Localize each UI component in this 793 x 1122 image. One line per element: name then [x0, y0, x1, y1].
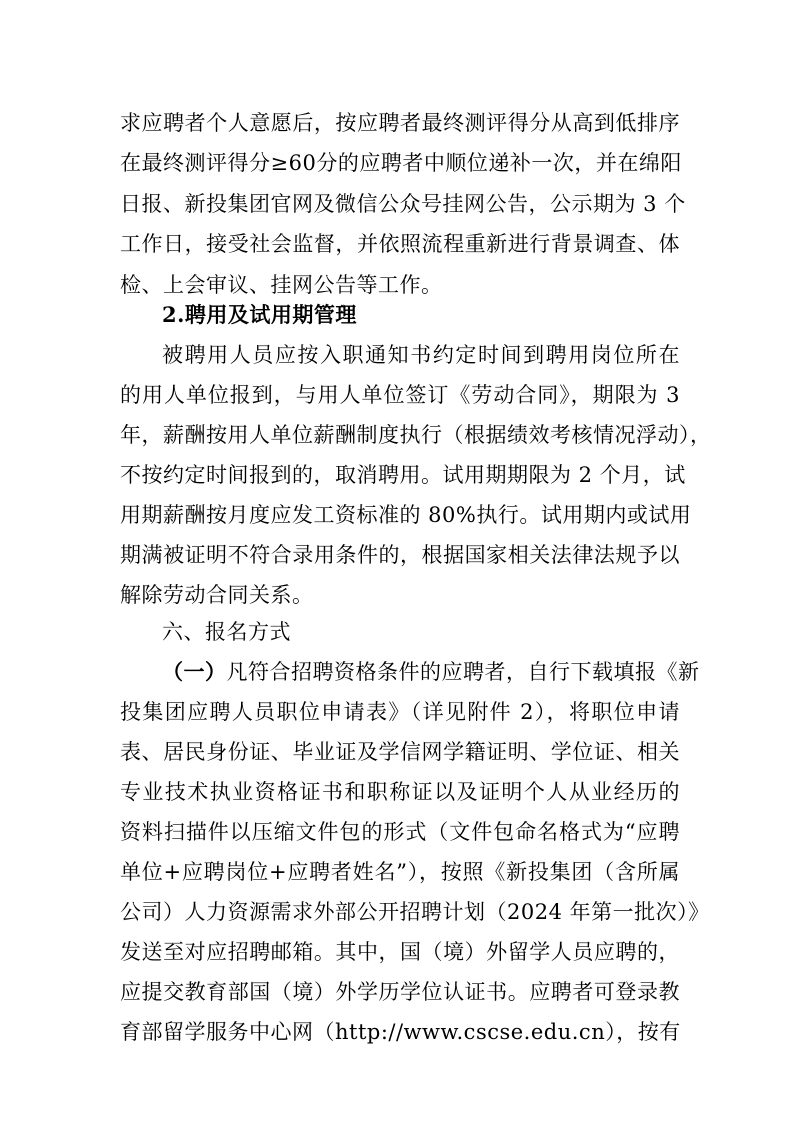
paragraph-2-line-3: 年，薪酬按用人单位薪酬制度执行（根据绩效考核情况浮动），	[120, 423, 712, 447]
paragraph-3-line-3: 表、居民身份证、毕业证及学信网学籍证明、学位证、相关	[120, 740, 680, 764]
paragraph-3-line-7: 公司）人力资源需求外部公开招聘计划（2024 年第一批次）》	[120, 900, 710, 924]
paragraph-2-line-7: 解除劳动合同关系。	[120, 583, 314, 607]
paragraph-3-line-6: 单位+应聘岗位+应聘者姓名”），按照《新投集团（含所属	[120, 860, 680, 884]
paragraph-2-line-1: 被聘用人员应按入职通知书约定时间到聘用岗位所在	[162, 343, 680, 367]
paragraph-3-line-9: 应提交教育部国（境）外学历学位认证书。应聘者可登录教	[120, 980, 680, 1004]
paragraph-3-line-4: 专业技术执业资格证书和职称证以及证明个人从业经历的	[120, 780, 680, 804]
paragraph-3-line-8: 发送至对应招聘邮箱。其中，国（境）外留学人员应聘的，	[120, 940, 680, 964]
paragraph-3-line-1	[162, 652, 700, 692]
paragraph-3-line-1-text: 凡符合招聘资格条件的应聘者，自行下载填报《新	[226, 660, 700, 684]
paragraph-2-line-4: 不按约定时间报到的，取消聘用。试用期期限为 2 个月，试	[120, 463, 686, 487]
section-heading-registration: 六、报名方式	[162, 620, 291, 644]
paragraph-1-line-4: 工作日，接受社会监督，并依照流程重新进行背景调查、体	[120, 232, 680, 256]
paragraph-1-line-1: 求应聘者个人意愿后，按应聘者最终测评得分从高到低排序	[120, 111, 680, 135]
paragraph-1-line-3: 日报、新投集团官网及微信公众号挂网公告，公示期为 3 个	[120, 192, 686, 216]
paragraph-3-label: （一）	[162, 659, 227, 684]
paragraph-1-line-5: 检、上会审议、挂网公告等工作。	[120, 273, 443, 297]
paragraph-1-line-2: 在最终测评得分≥60分的应聘者中顺位递补一次，并在绵阳	[120, 151, 682, 175]
paragraph-2-line-2: 的用人单位报到，与用人单位签订《劳动合同》，期限为 3	[120, 383, 680, 407]
paragraph-2-line-5: 用期薪酬按月度应发工资标准的 80%执行。试用期内或试用	[120, 503, 692, 527]
paragraph-3-line-5: 资料扫描件以压缩文件包的形式（文件包命名格式为“应聘	[120, 820, 680, 844]
paragraph-3-line-2: 投集团应聘人员职位申请表》（详见附件 2），将职位申请	[120, 700, 680, 724]
paragraph-2-line-6: 期满被证明不符合录用条件的，根据国家相关法律法规予以	[120, 543, 680, 567]
section-heading-employment: 2.聘用及试用期管理	[162, 302, 357, 327]
paragraph-3-line-10: 育部留学服务中心网（http://www.cscse.edu.cn），按有	[120, 1020, 681, 1044]
